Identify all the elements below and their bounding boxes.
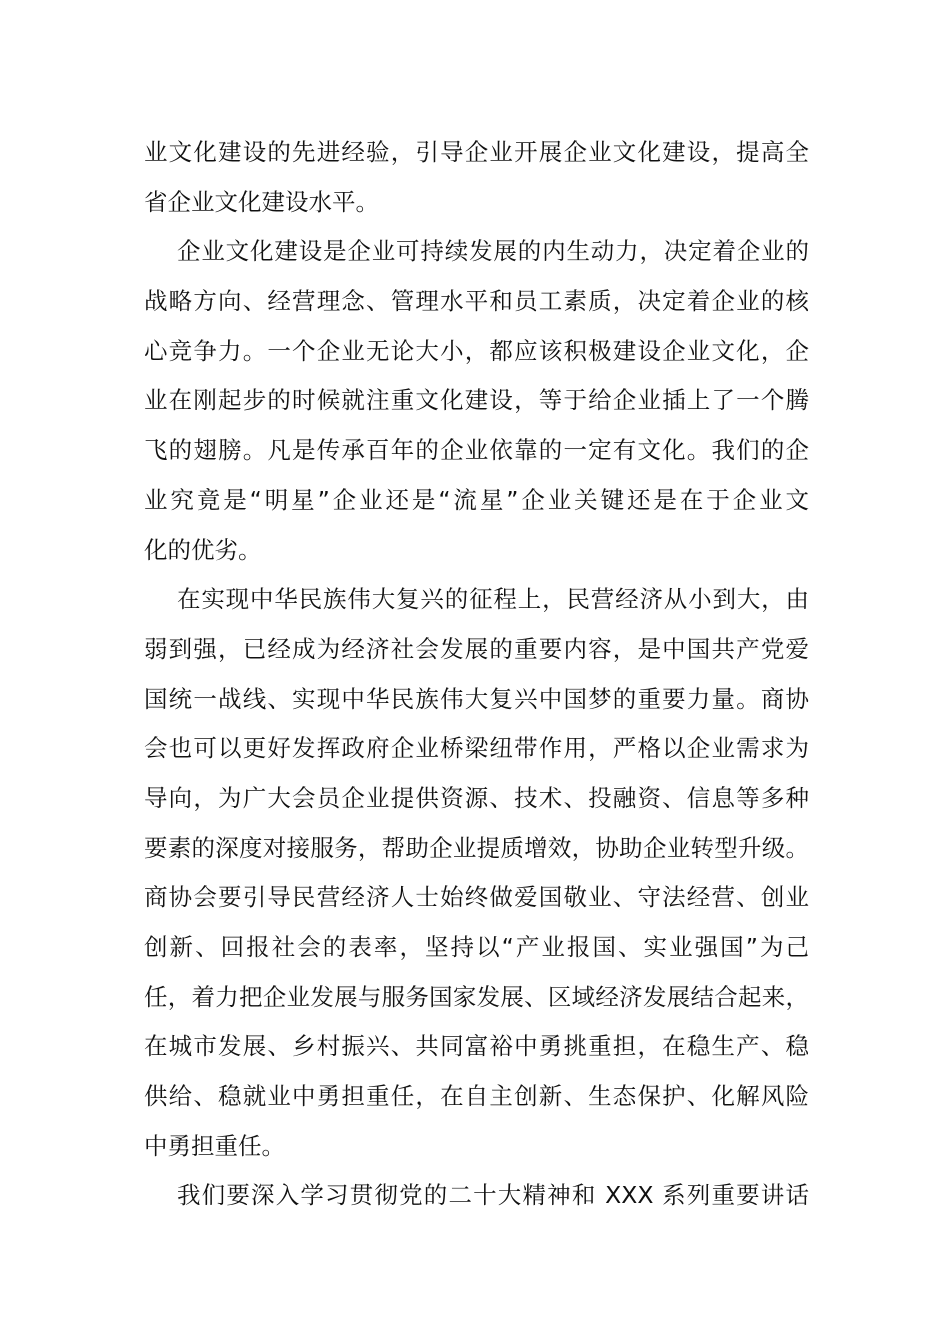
- text-line: 国统一战线、实现中华民族伟大复兴中国梦的重要力量。商协: [144, 684, 809, 713]
- text-line: 企业文化建设是企业可持续发展的内生动力，决定着企业的: [177, 237, 809, 266]
- text-line: 创新、回报社会的表率，坚持以“产业报国、实业强国”为己: [144, 933, 809, 961]
- text-line: 省企业文化建设水平。: [144, 187, 379, 216]
- text-line: 要素的深度对接服务，帮助企业提质增效，协助企业转型升级。: [144, 833, 809, 862]
- paragraph: [144, 128, 809, 227]
- paragraph: [144, 1171, 809, 1221]
- paragraph: [144, 227, 809, 575]
- text-line: 在城市发展、乡村振兴、共同富裕中勇挑重担，在稳生产、稳: [144, 1032, 809, 1061]
- text-line: 心竞争力。一个企业无论大小，都应该积极建设企业文化，企: [144, 336, 809, 365]
- text-line: 业文化建设的先进经验，引导企业开展企业文化建设，提高全: [144, 138, 809, 166]
- text-line: 弱到强，已经成为经济社会发展的重要内容，是中国共产党爱: [144, 634, 809, 663]
- text-line: 中勇担重任。: [144, 1131, 285, 1160]
- text-line: 供给、稳就业中勇担重任，在自主创新、生态保护、化解风险: [144, 1082, 809, 1111]
- text-line: 战略方向、经营理念、管理水平和员工素质，决定着企业的核: [144, 287, 809, 316]
- text-line: 化的优劣。: [144, 535, 262, 564]
- text-line: 导向，为广大会员企业提供资源、技术、投融资、信息等多种: [144, 783, 809, 812]
- text-line: 会也可以更好发挥政府企业桥梁纽带作用，严格以企业需求为: [144, 734, 809, 763]
- text-line: 我们要深入学习贯彻党的二十大精神和 XXX 系列重要讲话: [177, 1181, 809, 1210]
- text-line: 飞的翅膀。凡是传承百年的企业依靠的一定有文化。我们的企: [144, 436, 809, 465]
- text-line: 业究竟是“明星”企业还是“流星”企业关键还是在于企业文: [144, 485, 809, 514]
- text-line: 业在刚起步的时候就注重文化建设，等于给企业插上了一个腾: [144, 386, 809, 415]
- document-body: [144, 128, 809, 1221]
- text-line: 商协会要引导民营经济人士始终做爱国敬业、守法经营、创业: [144, 883, 809, 912]
- text-line: 任，着力把企业发展与服务国家发展、区域经济发展结合起来，: [144, 982, 809, 1011]
- text-line: 在实现中华民族伟大复兴的征程上，民营经济从小到大，由: [177, 585, 809, 614]
- paragraph: [144, 575, 809, 1171]
